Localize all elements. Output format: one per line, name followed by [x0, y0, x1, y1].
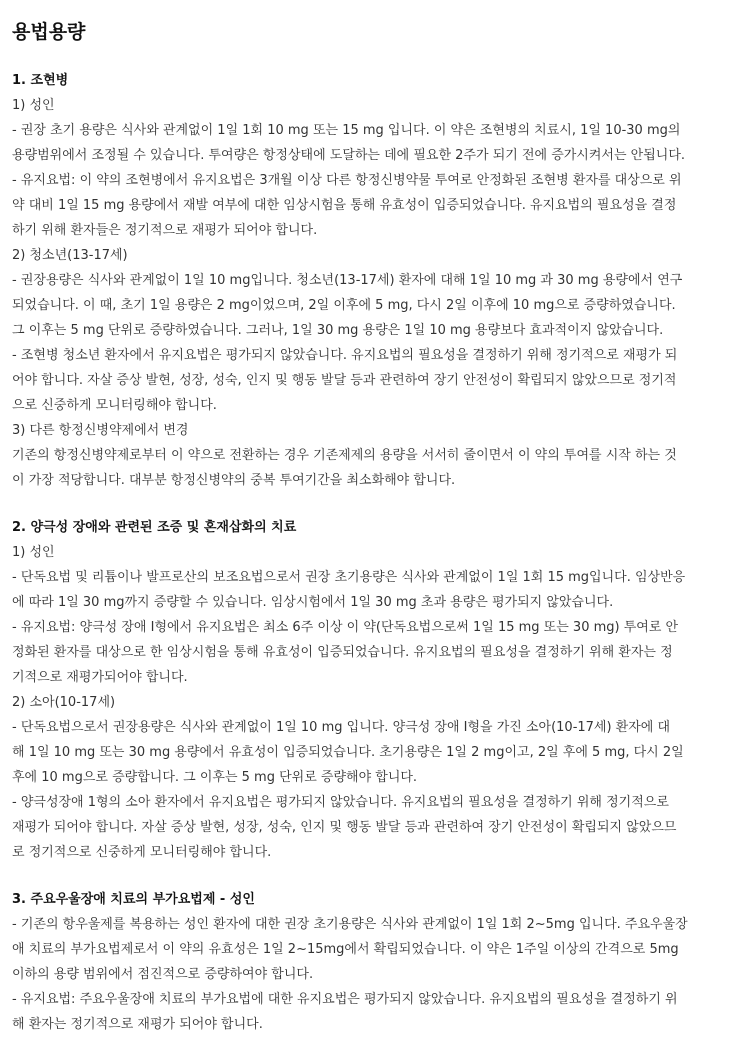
text-line: 용량범위에서 조정될 수 있습니다. 투여량은 항정상태에 도달하는 데에 필요한 2주가 되기 전에 증가시켜서는 안됩니다. [12, 148, 686, 163]
text-line: 1) 성인 [12, 545, 55, 560]
text-line: - 단독요법 및 리튬이나 발프로산의 보조요법으로서 권장 초기용량은 식사와 관계없이 1일 1회 15 mg입니다. 임상반응 [12, 570, 686, 585]
text-line: 3) 다른 항정신병약제에서 변경 [12, 423, 189, 438]
text-line: - 유지요법: 주요우울장애 치료의 부가요법에 대한 유지요법은 평가되지 않았습니다. 유지요법의 필요성을 결정하기 위 [12, 992, 678, 1007]
section-depression-adjunct [12, 887, 726, 1037]
text-line: 기존의 항정신병약제로부터 이 약으로 전환하는 경우 기존제제의 용량을 서서히 줄이면서 이 약의 투여를 시작 하는 것 [12, 448, 677, 463]
text-line: 되었습니다. 이 때, 초기 1일 용량은 2 mg이었으며, 2일 이후에 5 mg, 다시 2일 이후에 10 mg으로 증량하였습니다. [12, 298, 676, 313]
text-line: 기적으로 재평가되어야 합니다. [12, 670, 188, 685]
text-line: 정화된 환자를 대상으로 한 임상시험을 통해 유효성이 입증되었습니다. 유지요법의 필요성을 결정하기 위해 환자는 정 [12, 645, 673, 660]
text-line: 어야 합니다. 자살 증상 발현, 성장, 성숙, 인지 및 행동 발달 등과 관련하여 장기 안전성이 확립되지 않았으므로 정기적 [12, 373, 677, 388]
text-line: 이하의 용량 범위에서 점진적으로 증량하여야 합니다. [12, 967, 314, 982]
text-line: 그 이후는 5 mg 단위로 증량하였습니다. 그러나, 1일 30 mg 용량은 1일 10 mg 용량보다 효과적이지 않았습니다. [12, 323, 664, 338]
text-line: 후에 10 mg으로 증량합니다. 그 이후는 5 mg 단위로 증량해야 합니다. [12, 770, 418, 785]
text-line: 해 환자는 정기적으로 재평가 되어야 합니다. [12, 1017, 263, 1032]
text-line: 2) 소아(10-17세) [12, 695, 116, 710]
section-body [12, 540, 726, 865]
text-line: - 기존의 항우울제를 복용하는 성인 환자에 대한 권장 초기용량은 식사와 관계없이 1일 1회 2~5mg 입니다. 주요우울장 [12, 917, 688, 932]
text-line: - 권장용량은 식사와 관계없이 1일 10 mg입니다. 청소년(13-17세) 환자에 대해 1일 10 mg 과 30 mg 용량에서 연구 [12, 273, 683, 288]
text-line: 애 치료의 부가요법제로서 이 약의 유효성은 1일 2~15mg에서 확립되었습니다. 이 약은 1주일 이상의 간격으로 5mg [12, 942, 679, 957]
text-line: - 유지요법: 양극성 장애 Ⅰ형에서 유지요법은 최소 6주 이상 이 약(단독요법으로써 1일 15 mg 또는 30 mg) 투여로 안 [12, 620, 679, 635]
section-bipolar [12, 515, 726, 865]
section-body [12, 93, 726, 493]
section-heading: 1. 조현병 [12, 73, 69, 88]
text-line: 재평가 되어야 합니다. 자살 증상 발현, 성장, 성숙, 인지 및 행동 발달 등과 관련하여 장기 안전성이 확립되지 않았으므 [12, 820, 677, 835]
text-line: 에 따라 1일 30 mg까지 증량할 수 있습니다. 임상시험에서 1일 30 mg 초과 용량은 평가되지 않았습니다. [12, 595, 614, 610]
page-title: 용법용량 [12, 21, 86, 43]
text-line: - 조현병 청소년 환자에서 유지요법은 평가되지 않았습니다. 유지요법의 필요성을 결정하기 위해 정기적으로 재평가 되 [12, 348, 678, 363]
text-line: 으로 신중하게 모니터링해야 합니다. [12, 398, 217, 413]
text-line: 로 정기적으로 신중하게 모니터링해야 합니다. [12, 845, 272, 860]
section-heading: 3. 주요우울장애 치료의 부가요법제 - 성인 [12, 892, 255, 907]
text-line: - 양극성장애 1형의 소아 환자에서 유지요법은 평가되지 않았습니다. 유지요법의 필요성을 결정하기 위해 정기적으로 [12, 795, 669, 810]
text-line: 이 가장 적당합니다. 대부분 항정신병약의 중복 투여기간을 최소화해야 합니다. [12, 473, 456, 488]
section-heading: 2. 양극성 장애와 관련된 조증 및 혼재삽화의 치료 [12, 520, 297, 535]
text-line: - 단독요법으로서 권장용량은 식사와 관계없이 1일 10 mg 입니다. 양극성 장애 Ⅰ형을 가진 소아(10-17세) 환자에 대 [12, 720, 671, 735]
text-line: 약 대비 1일 15 mg 용량에서 재발 여부에 대한 임상시험을 통해 유효성이 입증되었습니다. 유지요법의 필요성을 결정 [12, 198, 677, 213]
text-line: - 유지요법: 이 약의 조현병에서 유지요법은 3개월 이상 다른 항정신병약물 투여로 안정화된 조현병 환자를 대상으로 위 [12, 173, 682, 188]
text-line: 하기 위해 환자들은 정기적으로 재평가 되어야 합니다. [12, 223, 318, 238]
text-line: 2) 청소년(13-17세) [12, 248, 128, 263]
section-body [12, 912, 726, 1037]
text-line: 1) 성인 [12, 98, 55, 113]
text-line: - 권장 초기 용량은 식사와 관계없이 1일 1회 10 mg 또는 15 mg 입니다. 이 약은 조현병의 치료시, 1일 10-30 mg의 [12, 123, 681, 138]
section-schizophrenia [12, 68, 726, 493]
text-line: 해 1일 10 mg 또는 30 mg 용량에서 유효성이 입증되었습니다. 초기용량은 1일 2 mg이고, 2일 후에 5 mg, 다시 2일 [12, 745, 684, 760]
